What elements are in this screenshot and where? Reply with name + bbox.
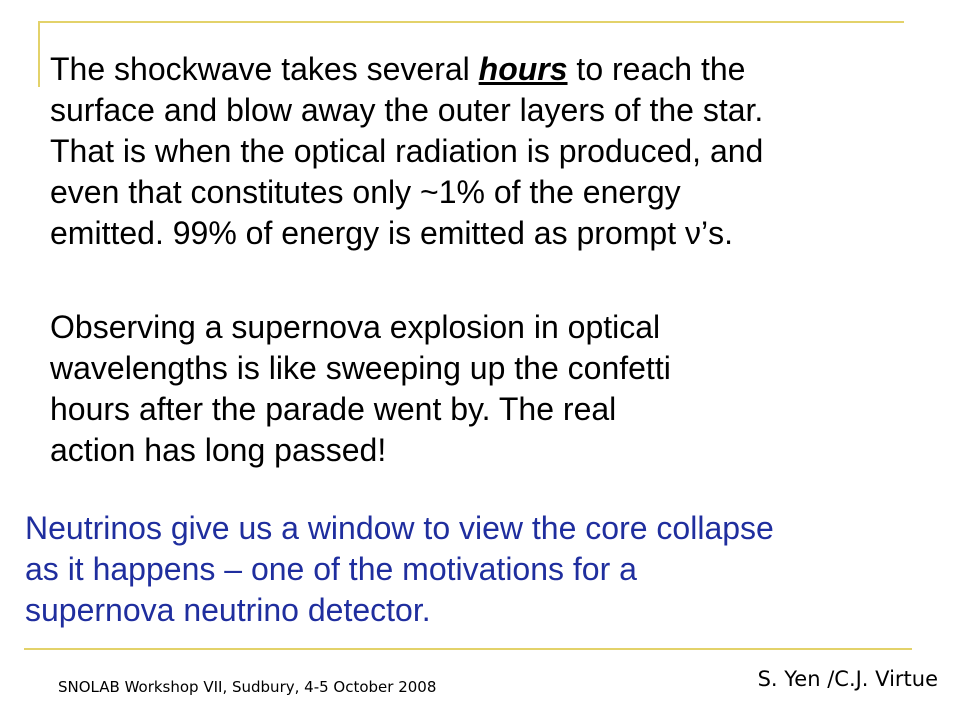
paragraph-shockwave <box>50 49 763 254</box>
paragraph-line: even that constitutes only ~1% of the energy <box>50 174 681 210</box>
paragraph-neutrinos <box>25 508 774 631</box>
paragraph-line: That is when the optical radiation is produced, and <box>50 133 764 169</box>
paragraph-line: as it happens – one of the motivations for a <box>25 551 637 587</box>
paragraph-confetti <box>50 307 671 471</box>
left-rule <box>38 21 40 87</box>
bottom-rule <box>24 648 912 650</box>
paragraph-line: wavelengths is like sweeping up the confetti <box>50 350 671 386</box>
footer-author: S. Yen /C.J. Virtue <box>757 667 938 691</box>
paragraph-line: emitted. 99% of energy is emitted as prompt ν’s. <box>50 215 733 251</box>
emphasized-word: hours <box>478 51 568 87</box>
paragraph-line: supernova neutrino detector. <box>25 592 431 628</box>
paragraph-line: hours after the parade went by. The real <box>50 391 617 427</box>
top-rule <box>40 21 904 23</box>
paragraph-line <box>50 49 763 90</box>
paragraph-line: Observing a supernova explosion in optical <box>50 309 661 345</box>
footer-event: SNOLAB Workshop VII, Sudbury, 4-5 October 2008 <box>58 678 437 696</box>
paragraph-line: Neutrinos give us a window to view the core collapse <box>25 510 774 546</box>
text-segment: The shockwave takes several <box>50 51 479 87</box>
paragraph-line: action has long passed! <box>50 432 387 468</box>
paragraph-line: surface and blow away the outer layers of the star. <box>50 92 764 128</box>
text-segment: to reach the <box>567 51 746 87</box>
